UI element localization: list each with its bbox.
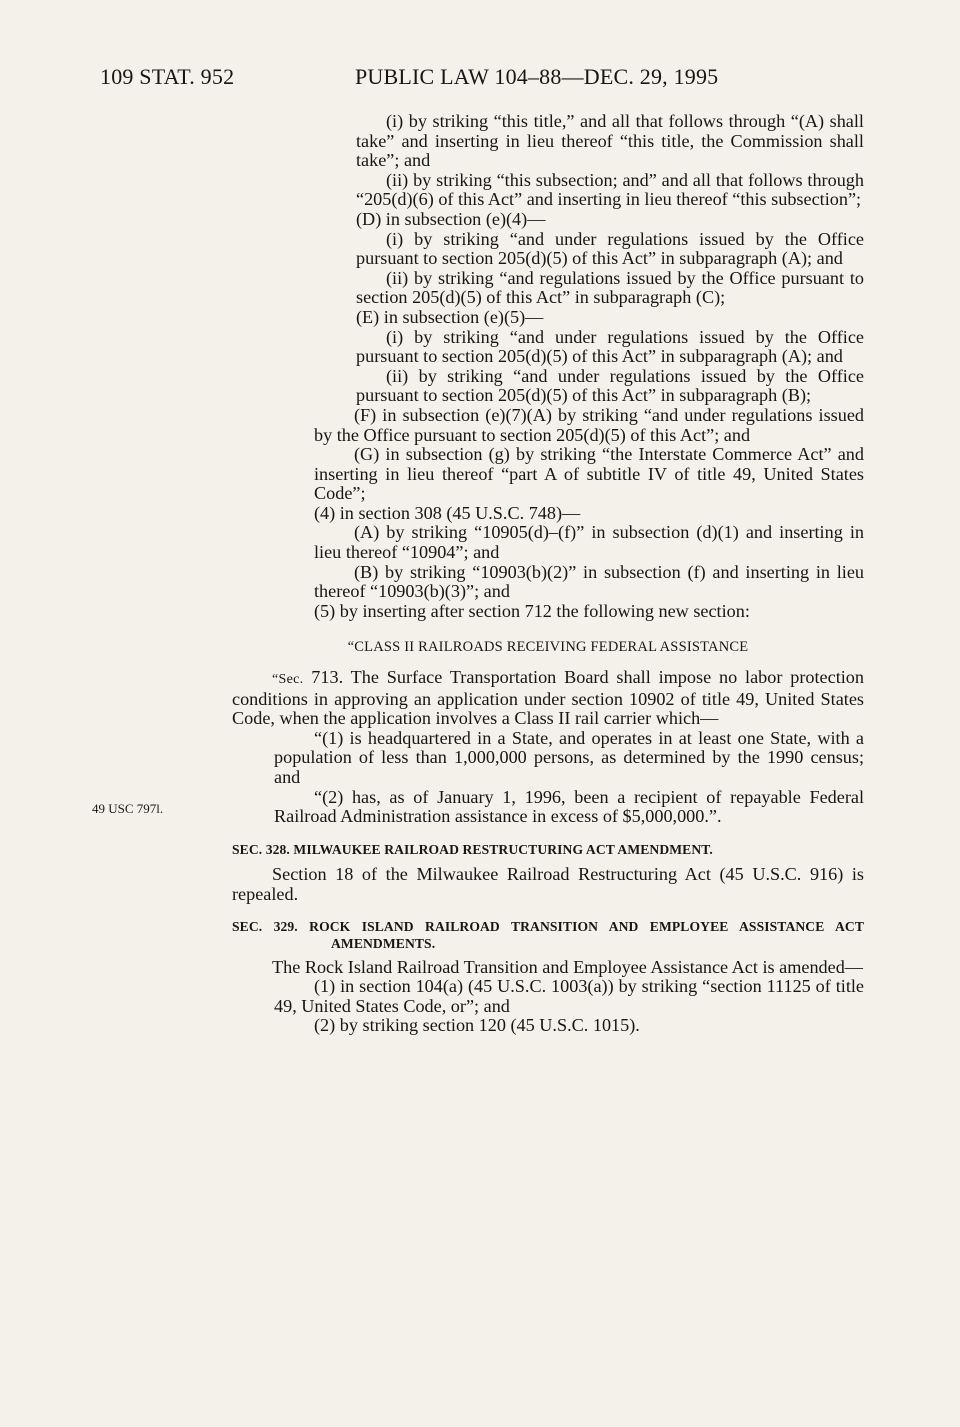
section-label: “Sec. [272,672,304,688]
section-329-text: The Rock Island Railroad Transition and Employee Assistance Act is amended— [272,956,863,977]
amendment-paragraph-1: (1) in section 104(a) (45 U.S.C. 1003(a)) by striking “section 11125 of title 49, United States Code, or”; and [274,976,864,1016]
subparagraph-p6: (E) in subsection (e)(5)— [356,306,544,327]
paragraph-p14: (5) by inserting after section 712 the following new section: [314,600,750,621]
section-329-heading: SEC. 329. ROCK ISLAND RAILROAD TRANSITION AND EMPLOYEE ASSISTANCE ACT AMENDMENTS. [232,918,864,951]
margin-citation-note: 49 USC 797l. [92,801,164,816]
clause-p4: (i) by striking “and under regulations issued by the Office pursuant to section 205(d)(5) of this Act” in subparagraph (A); and [356,228,864,269]
clause-p1: (i) by striking “this title,” and all that follows through “(A) shall take” and inserting in lieu thereof “this title, the Commission shall take”; and [356,111,864,171]
clause-p5: (ii) by striking “and regulations issued by the Office pursuant to section 205(d)(5) of this Act” in subparagraph (C); [356,267,864,308]
amendment-paragraph-2: (2) by striking section 120 (45 U.S.C. 1015). [314,1015,640,1036]
clause-p7: (i) by striking “and under regulations issued by the Office pursuant to section 205(d)(5) of this Act” in subparagraph (A); and [356,326,864,367]
stat-page-reference: 109 STAT. 952 [100,64,235,89]
subparagraph-p10: (G) in subsection (g) by striking “the Interstate Commerce Act” and inserting in lieu thereof “part A of subtitle IV of title 49, United States Code”; [314,444,864,504]
section-713-text [232,668,864,729]
section-713-body: 713. The Surface Transportation Board shall impose no labor protection conditions in approving an application under section 10902 of title 49, United States Code, when the application involves a Class II rail carrier which— [232,667,864,729]
new-section-heading: “CLASS II RAILROADS RECEIVING FEDERAL ASSISTANCE [347,639,749,656]
section-328-text: Section 18 of the Milwaukee Railroad Restructuring Act (45 U.S.C. 916) is repealed. [232,864,864,904]
document-body [232,112,864,1036]
quoted-paragraph-1: “(1) is headquartered in a State, and operates in at least one State, with a population of less than 1,000,000 persons, as determined by the 1990 census; and [274,727,864,787]
clause-p8: (ii) by striking “and under regulations issued by the Office pursuant to section 205(d)(5) of this Act” in subparagraph (B); [356,365,864,406]
public-law-header: PUBLIC LAW 104–88—DEC. 29, 1995 [355,64,719,89]
paragraph-p11: (4) in section 308 (45 U.S.C. 748)— [314,502,581,523]
quoted-paragraph-2: “(2) has, as of January 1, 1996, been a recipient of repayable Federal Railroad Administration assistance in excess of $5,000,000.”. [274,786,864,827]
subparagraph-p9: (F) in subsection (e)(7)(A) by striking “and under regulations issued by the Office pursuant to section 205(d)(5) of this Act”; and [314,404,864,445]
subparagraph-p12: (A) by striking “10905(d)–(f)” in subsection (d)(1) and inserting in lieu thereof “10904”; and [314,522,864,563]
subparagraph-p3: (D) in subsection (e)(4)— [356,208,546,229]
section-328-heading: SEC. 328. MILWAUKEE RAILROAD RESTRUCTURING ACT AMENDMENT. [232,841,713,857]
subparagraph-p13: (B) by striking “10903(b)(2)” in subsection (f) and inserting in lieu thereof “10903(b)(3)”; and [314,561,864,602]
clause-p2: (ii) by striking “this subsection; and” and all that follows through “205(d)(6) of this Act” and inserting in lieu thereof “this subsection”; [356,169,864,210]
